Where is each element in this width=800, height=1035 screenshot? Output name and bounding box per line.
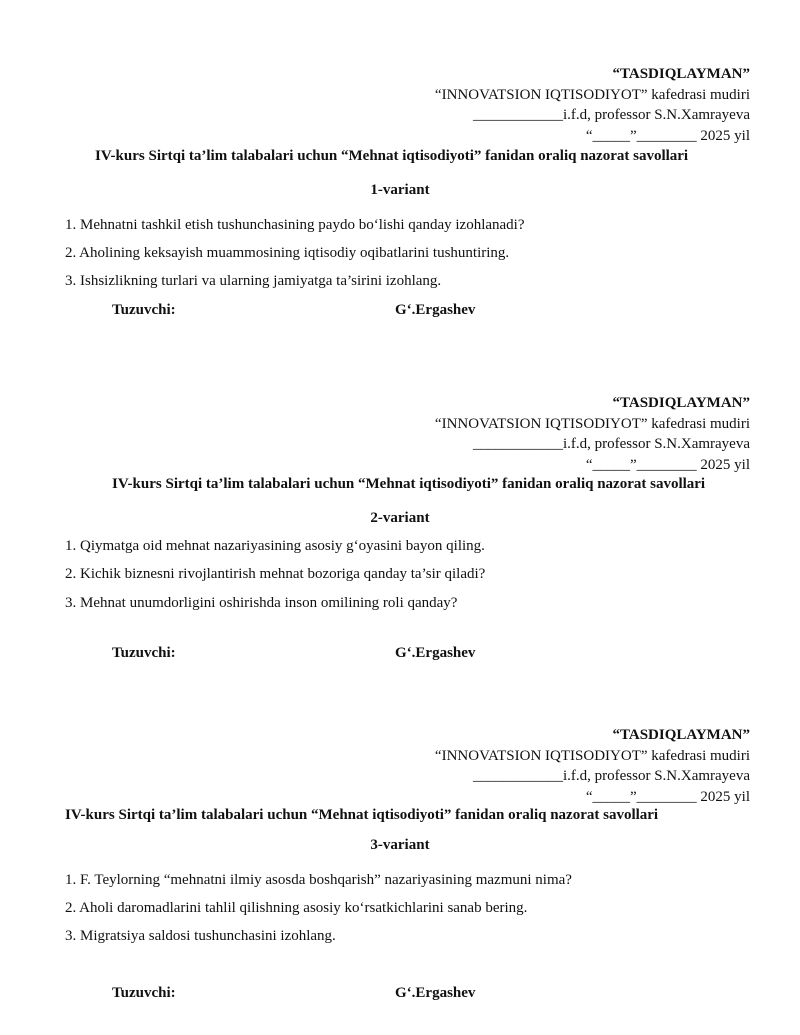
question-1-3: 3. Ishsizlikning turlari va ularning jamiyatga ta’sirini izohlang.	[65, 273, 442, 289]
approval-signer: ____________i.f.d, professor S.N.Xamrayeva	[472, 436, 750, 452]
question-3-3: 3. Migratsiya saldosi tushunchasini izohlang.	[65, 928, 336, 944]
exam-title-3: IV-kurs Sirtqi ta’lim talabalari uchun “Mehnat iqtisodiyoti” fanidan oraliq nazorat savollari	[65, 807, 659, 823]
variant-label-3: 3-variant	[370, 837, 430, 853]
approval-heading: “TASDIQLAYMAN”	[612, 66, 750, 82]
approval-block-3	[435, 725, 750, 807]
question-2-1: 1. Qiymatga oid mehnat nazariyasining asosiy g‘oyasini bayon qiling.	[65, 538, 485, 554]
question-2-3: 3. Mehnat unumdorligini oshirishda inson omilining roli qanday?	[65, 595, 458, 611]
signature-label-3: Tuzuvchi:	[112, 985, 176, 1001]
signature-name-1: G‘.Ergashev	[395, 302, 476, 318]
approval-heading: “TASDIQLAYMAN”	[612, 395, 750, 411]
variant-label-2: 2-variant	[370, 510, 430, 526]
signature-label-1: Tuzuvchi:	[112, 302, 176, 318]
question-1-2: 2. Aholining keksayish muammosining iqtisodiy oqibatlarini tushuntiring.	[65, 245, 510, 261]
approval-date: “_____”________ 2025 yil	[585, 127, 750, 144]
signature-label-2: Tuzuvchi:	[112, 645, 176, 661]
approval-signer: ____________i.f.d, professor S.N.Xamrayeva	[472, 768, 750, 784]
question-2-2: 2. Kichik biznesni rivojlantirish mehnat bozoriga qanday ta’sir qiladi?	[65, 566, 486, 582]
variant-label-1: 1-variant	[370, 182, 430, 198]
approval-heading: “TASDIQLAYMAN”	[612, 727, 750, 743]
question-3-1: 1. F. Teylorning “mehnatni ilmiy asosda boshqarish” nazariyasining mazmuni nima?	[65, 872, 572, 888]
signature-name-2: G‘.Ergashev	[395, 645, 476, 661]
approval-block-1	[435, 64, 750, 146]
approval-department: “INNOVATSION IQTISODIYOT” kafedrasi mudiri	[434, 86, 750, 103]
approval-block-2	[435, 393, 750, 475]
approval-signer: ____________i.f.d, professor S.N.Xamrayeva	[472, 107, 750, 123]
approval-department: “INNOVATSION IQTISODIYOT” kafedrasi mudiri	[434, 415, 750, 432]
exam-title-1: IV-kurs Sirtqi ta’lim talabalari uchun “Mehnat iqtisodiyoti” fanidan oraliq nazorat savollari	[95, 148, 689, 164]
approval-department: “INNOVATSION IQTISODIYOT” kafedrasi mudiri	[434, 747, 750, 764]
approval-date: “_____”________ 2025 yil	[585, 788, 750, 805]
question-1-1: 1. Mehnatni tashkil etish tushunchasining paydo bo‘lishi qanday izohlanadi?	[65, 217, 525, 233]
exam-title-2: IV-kurs Sirtqi ta’lim talabalari uchun “Mehnat iqtisodiyoti” fanidan oraliq nazorat savollari	[112, 476, 706, 492]
signature-name-3: G‘.Ergashev	[395, 985, 476, 1001]
question-3-2: 2. Aholi daromadlarini tahlil qilishning asosiy ko‘rsatkichlarini sanab bering.	[65, 900, 528, 916]
approval-date: “_____”________ 2025 yil	[585, 456, 750, 473]
